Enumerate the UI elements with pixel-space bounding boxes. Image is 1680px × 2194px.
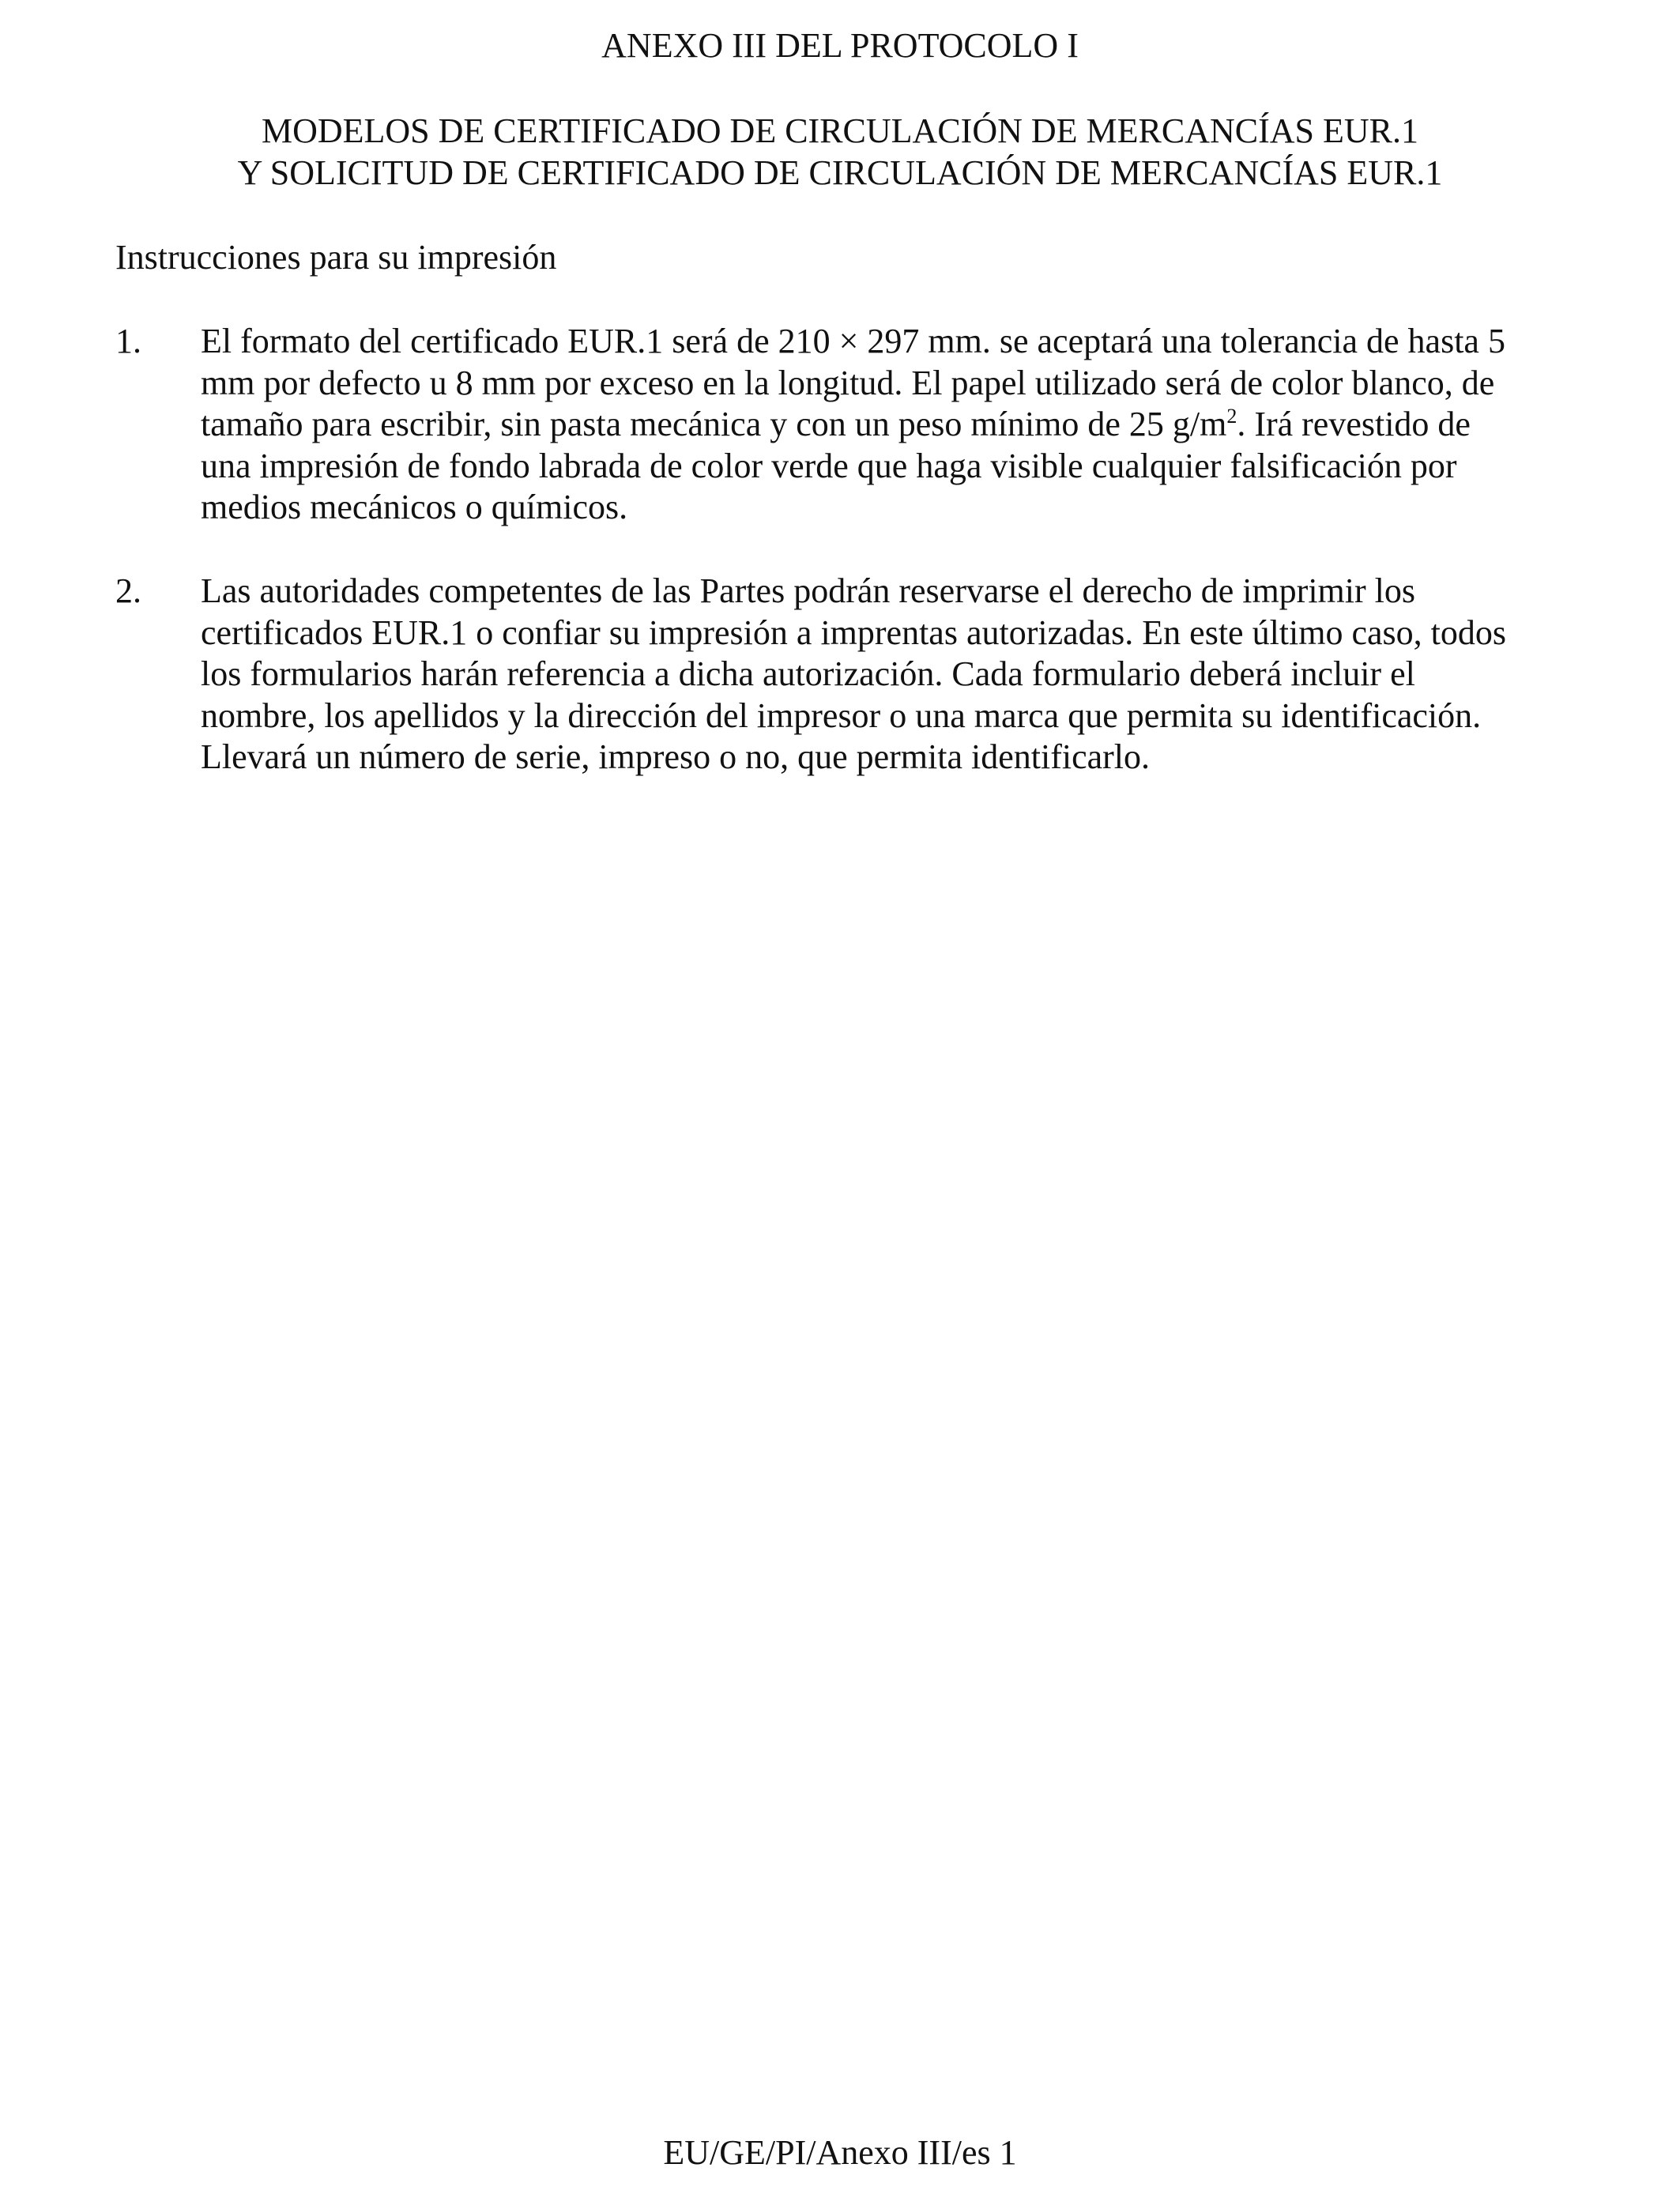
item-paragraph bbox=[201, 321, 1680, 529]
item-number: 1. bbox=[115, 322, 141, 360]
item-number: 2. bbox=[115, 571, 141, 610]
item-line: Llevará un número de serie, impreso o no, que permita identificarlo. bbox=[201, 737, 1151, 776]
item-line: El formato del certificado EUR.1 será de 210 × 297 mm. se aceptará una tolerancia de hasta 5 bbox=[201, 322, 1505, 360]
item-line: nombre, los apellidos y la dirección del impresor o una marca que permita su identificación. bbox=[201, 696, 1482, 735]
item-line: certificados EUR.1 o confiar su impresión a imprentas autorizadas. En este último caso, todos bbox=[201, 613, 1506, 652]
item-line-with-superscript bbox=[201, 404, 1680, 446]
page-footer-reference: EU/GE/PI/Anexo III/es 1 bbox=[663, 2133, 1017, 2172]
item-line: mm por defecto u 8 mm por exceso en la longitud. El papel utilizado será de color blanco, de bbox=[201, 363, 1495, 402]
document-title-line-2: Y SOLICITUD DE CERTIFICADO DE CIRCULACIÓN DE MERCANCÍAS EUR.1 bbox=[237, 153, 1443, 192]
superscript-exponent: 2 bbox=[1226, 405, 1237, 428]
item-paragraph bbox=[201, 571, 1680, 778]
item-line: Las autoridades competentes de las Partes podrán reservarse el derecho de imprimir los bbox=[201, 571, 1415, 610]
item-line: medios mecánicos o químicos. bbox=[201, 488, 628, 526]
item-line: los formularios harán referencia a dicha autorización. Cada formulario deberá incluir el bbox=[201, 654, 1415, 693]
item-line-text: tamaño para escribir, sin pasta mecánica y con un peso mínimo de 25 g/m bbox=[201, 405, 1227, 443]
annex-title: ANEXO III DEL PROTOCOLO I bbox=[601, 26, 1079, 65]
instructions-subheading: Instrucciones para su impresión bbox=[115, 238, 557, 277]
item-line: una impresión de fondo labrada de color verde que haga visible cualquier falsificación por bbox=[201, 446, 1457, 485]
document-title-line-1: MODELOS DE CERTIFICADO DE CIRCULACIÓN DE MERCANCÍAS EUR.1 bbox=[261, 111, 1419, 150]
item-line-text: . Irá revestido de bbox=[1237, 405, 1471, 443]
